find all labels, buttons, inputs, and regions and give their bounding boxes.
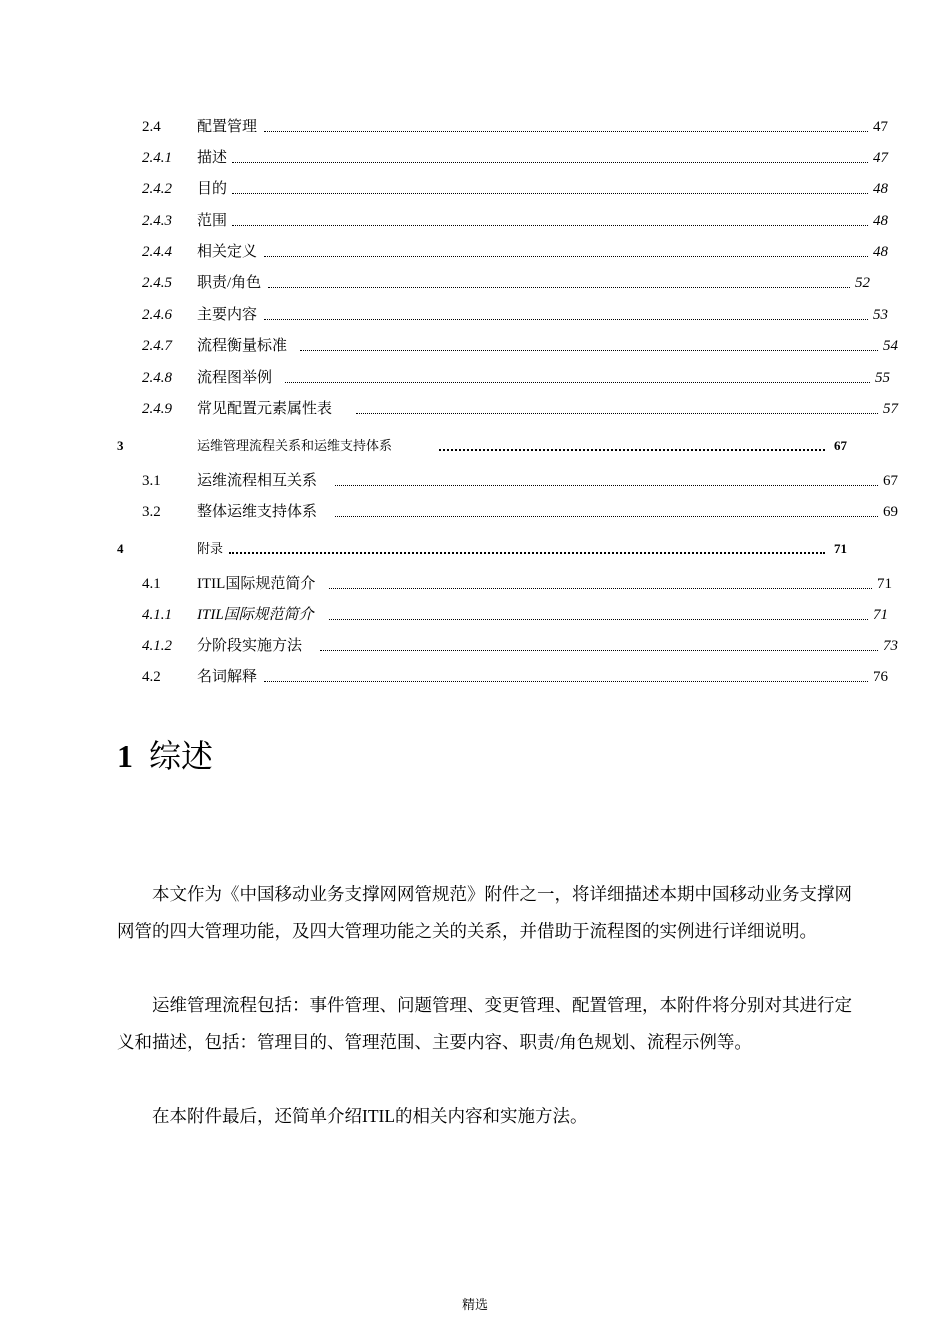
toc-leader-dots [320, 650, 878, 651]
toc-leader-dots [264, 681, 868, 682]
toc-entry-2-4-2[interactable] [142, 176, 888, 198]
toc-entry-page: 67 [834, 438, 847, 453]
toc-entry-page: 47 [873, 150, 888, 166]
toc-entry-title: 范围 [197, 213, 228, 229]
body-paragraph-1: 本文作为《中国移动业务支撑网网管规范》附件之一，将详细描述本期中国移动业务支撑网网管的四大管理功能，及四大管理功能之关的关系，并借助于流程图的实例进行详细说明。 [117, 884, 852, 941]
toc-entry-number: 3.1 [142, 473, 161, 489]
toc-entry-2-4-8[interactable] [142, 365, 890, 387]
toc-entry-number: 4.1.2 [142, 638, 172, 654]
toc-entry-number: 3.2 [142, 504, 161, 520]
toc-leader-dots [264, 319, 868, 320]
toc-leader-dots [335, 485, 878, 486]
toc-entry-title: 描述 [197, 150, 228, 166]
toc-leader-dots [439, 449, 825, 451]
toc-entry-2-4-3[interactable] [142, 208, 888, 230]
toc-leader-dots [285, 382, 870, 383]
toc-leader-dots [232, 162, 868, 163]
toc-entry-page: 48 [873, 213, 888, 229]
toc-entry-page: 73 [883, 638, 898, 654]
toc-entry-number: 3 [117, 438, 124, 453]
toc-entry-2-4[interactable] [142, 114, 888, 136]
toc-entry-number: 4.1 [142, 576, 161, 592]
toc-entry-2-4-6[interactable] [142, 302, 888, 324]
toc-entry-number: 4.2 [142, 669, 161, 685]
toc-entry-title: ITIL国际规范简介 [197, 607, 314, 623]
toc-leader-dots [232, 193, 868, 194]
toc-entry-page: 48 [873, 244, 888, 260]
toc-entry-title: 名词解释 [197, 669, 258, 685]
toc-entry-title: ITIL国际规范简介 [197, 576, 316, 592]
toc-entry-page: 71 [877, 576, 892, 592]
toc-leader-dots [335, 516, 878, 517]
toc-entry-page: 67 [883, 473, 898, 489]
toc-entry-number: 2.4.8 [142, 370, 172, 386]
toc-entry-title: 目的 [197, 181, 228, 197]
toc-leader-dots [264, 131, 868, 132]
toc-entry-2-4-4[interactable] [142, 239, 888, 261]
toc-entry-2-4-9[interactable] [142, 396, 898, 418]
toc-entry-title: 职责/角色 [197, 275, 262, 291]
toc-leader-dots [356, 413, 878, 414]
toc-entry-number: 4.1.1 [142, 607, 172, 623]
toc-entry-4-1-1[interactable] [142, 602, 888, 624]
toc-entry-number: 2.4.6 [142, 307, 172, 323]
toc-entry-page: 69 [883, 504, 898, 520]
toc-entry-page: 52 [855, 275, 870, 291]
toc-entry-number: 2.4.3 [142, 213, 172, 229]
toc-leader-dots [232, 225, 868, 226]
toc-entry-title: 相关定义 [197, 244, 258, 260]
toc-entry-page: 76 [873, 669, 888, 685]
toc-entry-number: 4 [117, 541, 124, 556]
toc-entry-3[interactable] [117, 433, 847, 455]
toc-entry-title: 运维流程相互关系 [197, 473, 318, 489]
toc-entry-page: 54 [883, 338, 898, 354]
toc-entry-page: 55 [875, 370, 890, 386]
toc-entry-title: 运维管理流程关系和运维支持体系 [197, 438, 393, 453]
toc-entry-number: 2.4 [142, 119, 161, 135]
toc-entry-4-2[interactable] [142, 664, 888, 686]
toc-entry-2-4-5[interactable] [142, 270, 870, 292]
toc-entry-2-4-7[interactable] [142, 333, 898, 355]
toc-entry-number: 2.4.1 [142, 150, 172, 166]
toc-entry-page: 53 [873, 307, 888, 323]
toc-leader-dots [229, 552, 825, 554]
toc-entry-number: 2.4.9 [142, 401, 172, 417]
section-heading [117, 736, 213, 776]
section-title: 综述 [149, 738, 214, 774]
toc-entry-title: 配置管理 [197, 119, 258, 135]
toc-entry-2-4-1[interactable] [142, 145, 888, 167]
toc-entry-number: 2.4.5 [142, 275, 172, 291]
toc-entry-4[interactable] [117, 536, 847, 558]
page-footer: 精选 [461, 1297, 488, 1312]
toc-entry-title: 主要内容 [197, 307, 258, 323]
toc-entry-number: 2.4.4 [142, 244, 172, 260]
toc-entry-4-1-2[interactable] [142, 633, 898, 655]
toc-leader-dots [329, 619, 868, 620]
toc-entry-page: 71 [873, 607, 888, 623]
toc-leader-dots [300, 350, 878, 351]
toc-entry-title: 分阶段实施方法 [197, 638, 303, 654]
toc-leader-dots [268, 287, 850, 288]
toc-entry-number: 2.4.7 [142, 338, 172, 354]
toc-entry-4-1[interactable] [142, 571, 892, 593]
toc-entry-title: 常见配置元素属性表 [197, 401, 333, 417]
toc-entry-title: 整体运维支持体系 [197, 504, 318, 520]
toc-entry-page: 48 [873, 181, 888, 197]
toc-entry-title: 流程图举例 [197, 370, 273, 386]
toc-entry-title: 流程衡量标准 [197, 338, 288, 354]
section-number: 1 [117, 738, 133, 774]
toc-entry-number: 2.4.2 [142, 181, 172, 197]
toc-entry-page: 57 [883, 401, 898, 417]
toc-entry-page: 71 [834, 541, 847, 556]
toc-entry-title: 附录 [197, 541, 224, 556]
toc-leader-dots [329, 588, 872, 589]
toc-leader-dots [264, 256, 868, 257]
toc-entry-3-2[interactable] [142, 499, 898, 521]
toc-entry-3-1[interactable] [142, 468, 898, 490]
body-paragraph-2: 运维管理流程包括：事件管理、问题管理、变更管理、配置管理，本附件将分别对其进行定义和描述，包括：管理目的、管理范围、主要内容、职责/角色规划、流程示例等。 [117, 995, 852, 1052]
toc-entry-page: 47 [873, 119, 888, 135]
body-paragraph-3: 在本附件最后，还简单介绍ITIL的相关内容和实施方法。 [152, 1106, 588, 1126]
